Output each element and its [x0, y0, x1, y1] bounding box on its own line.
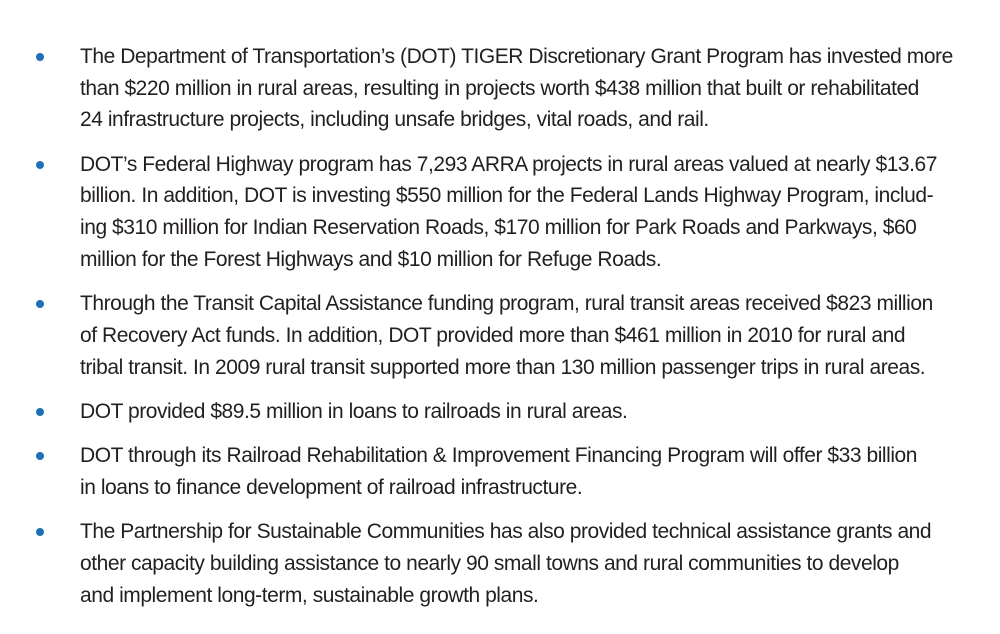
list-item: [0, 288, 1000, 383]
bullet-line: of Recovery Act funds. In addition, DOT provided more than $461 million in 2010 for rural and: [80, 323, 906, 347]
bullet-dot-icon: [36, 452, 44, 460]
bullet-line: DOT through its Railroad Rehabilitation & Improvement Financing Program will offer $33 billion: [80, 444, 918, 468]
bullet-line: 24 infrastructure projects, including unsafe bridges, vital roads, and rail.: [80, 108, 709, 132]
bullet-line: tribal transit. In 2009 rural transit supported more than 130 million passenger trips in rural areas.: [80, 355, 926, 379]
list-item: [0, 440, 1000, 503]
list-item: [0, 41, 1000, 136]
bullet-line: DOT’s Federal Highway program has 7,293 ARRA projects in rural areas valued at nearly $13.67: [80, 152, 938, 176]
bullet-line: than $220 million in rural areas, resulting in projects worth $438 million that built or rehabilitated: [80, 76, 919, 100]
list-item: [0, 396, 1000, 428]
list-item: [0, 149, 1000, 276]
bullet-line: ing $310 million for Indian Reservation Roads, $170 million for Park Roads and Parkways, $60: [80, 216, 917, 240]
bullet-line: DOT provided $89.5 million in loans to railroads in rural areas.: [80, 399, 628, 423]
list-item: [0, 516, 1000, 611]
bullet-line: in loans to finance development of railroad infrastructure.: [80, 475, 583, 499]
bullet-line: and implement long-term, sustainable growth plans.: [80, 583, 539, 607]
bullet-line: Through the Transit Capital Assistance funding program, rural transit areas received $823 million: [80, 292, 933, 316]
bullet-dot-icon: [36, 408, 44, 416]
bullet-dot-icon: [36, 528, 44, 536]
bullet-dot-icon: [36, 53, 44, 61]
bullet-dot-icon: [36, 161, 44, 169]
bullet-line: The Partnership for Sustainable Communities has also provided technical assistance grants and: [80, 520, 932, 544]
bullet-line: million for the Forest Highways and $10 million for Refuge Roads.: [80, 247, 662, 271]
bullet-line: other capacity building assistance to nearly 90 small towns and rural communities to develop: [80, 551, 899, 575]
bullet-line: billion. In addition, DOT is investing $550 million for the Federal Lands Highway Program, includ-: [80, 184, 934, 208]
bullet-line: The Department of Transportation’s (DOT) TIGER Discretionary Grant Program has invested more: [80, 45, 953, 68]
bullet-list: [0, 41, 1000, 611]
bullet-dot-icon: [36, 300, 44, 308]
